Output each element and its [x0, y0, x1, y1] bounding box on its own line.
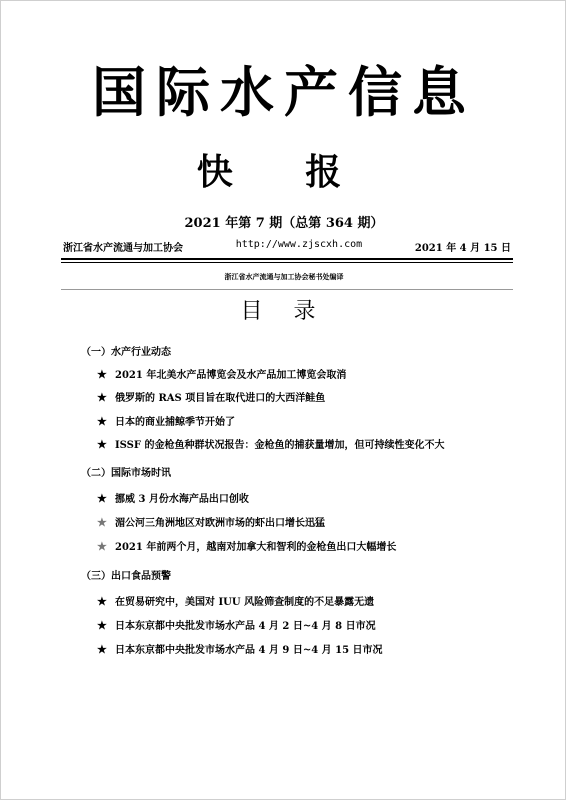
organization-name: 浙江省水产流通与加工协会 — [63, 243, 183, 254]
toc-item[interactable] — [97, 368, 346, 383]
toc-item[interactable] — [97, 540, 396, 555]
toc-item-text: 日本东京都中央批发市场水产品 4 月 2 日~4 月 8 日市况 — [115, 621, 376, 632]
editor-credit: 浙江省水产流通与加工协会秘书处编译 — [224, 272, 344, 281]
issue-number: 2021 年第 7 期（总第 364 期） — [184, 216, 384, 231]
star-icon: ★ — [97, 415, 107, 428]
toc-item-text: 在贸易研究中，美国对 IUU 风险筛查制度的不足暴露无遗 — [115, 597, 375, 608]
star-icon: ★ — [97, 516, 107, 529]
toc-item-text: 挪威 3 月份水海产品出口创收 — [115, 494, 249, 505]
toc-item[interactable] — [97, 438, 444, 453]
toc-item-text: 湄公河三角洲地区对欧洲市场的虾出口增长迅猛 — [115, 518, 325, 529]
toc-item-text: 日本东京都中央批发市场水产品 4 月 9 日~4 月 15 日市况 — [115, 645, 383, 656]
star-icon: ★ — [97, 368, 107, 381]
toc-item-text: 2021 年前两个月，越南对加拿大和智利的金枪鱼出口大幅增长 — [115, 542, 397, 553]
masthead-title: 国际水产信息 — [92, 61, 476, 124]
star-icon: ★ — [97, 595, 107, 608]
toc-title: 目 录 — [240, 299, 328, 324]
star-icon: ★ — [97, 438, 107, 451]
toc-item-text: 2021 年北美水产品博览会及水产品加工博览会取消 — [115, 370, 347, 381]
toc-section-heading: （二）国际市场时讯 — [81, 468, 171, 479]
toc-section-heading: （一）水产行业动态 — [81, 347, 171, 358]
website-link[interactable]: http://www.zjscxh.com — [235, 239, 363, 250]
toc-item-text: ISSF 的金枪鱼种群状况报告：金枪鱼的捕获量增加，但可持续性变化不大 — [115, 440, 445, 451]
bulletin-subtitle: 快 报 — [196, 152, 372, 193]
table-of-contents — [1, 1, 566, 801]
star-icon: ★ — [97, 391, 107, 404]
toc-item[interactable] — [97, 391, 325, 406]
toc-item-text: 俄罗斯的 RAS 项目旨在取代进口的大西洋鲑鱼 — [115, 393, 326, 404]
toc-item[interactable] — [97, 516, 325, 531]
star-icon: ★ — [97, 492, 107, 505]
toc-item-text: 日本的商业捕鲸季节开始了 — [115, 417, 235, 428]
toc-item[interactable] — [97, 415, 235, 430]
star-icon: ★ — [97, 643, 107, 656]
toc-item[interactable] — [97, 643, 383, 658]
star-icon: ★ — [97, 540, 107, 553]
publish-date: 2021 年 4 月 15 日 — [414, 243, 511, 254]
toc-section-heading: （三）出口食品预警 — [81, 571, 171, 582]
toc-item[interactable] — [97, 619, 376, 634]
toc-item[interactable] — [97, 595, 374, 610]
star-icon: ★ — [97, 619, 107, 632]
toc-item[interactable] — [97, 492, 249, 507]
